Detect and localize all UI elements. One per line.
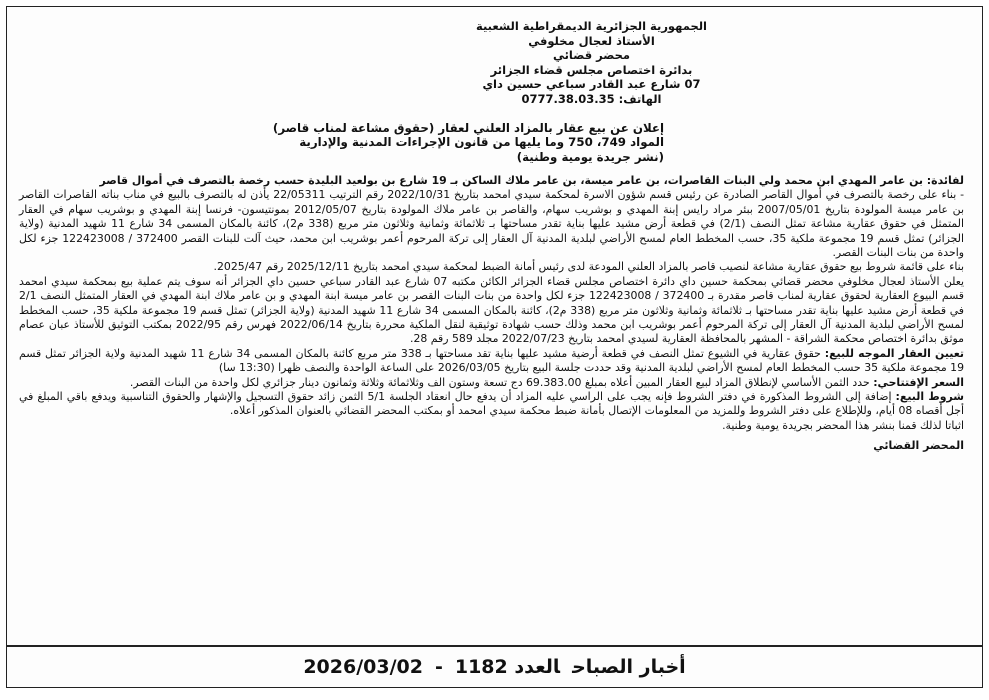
republic-line: الجمهورية الجزائرية الديمقراطية الشعبية [475, 19, 707, 33]
announcement-publication: (نشر جريدة يومية وطنية) [516, 150, 664, 165]
bailiff-name: الأستاذ لعجال مخلوفي [528, 33, 655, 48]
notice-header [219, 19, 964, 107]
sale-conditions-paragraph [19, 390, 964, 419]
bailiff-title: محضر قضائي [552, 48, 631, 63]
opening-price-text: حدد الثمن الأساسي لإنطلاق المزاد لبيع العقار المبين أعلاه بمبلغ 69.383.00 دج تسعة وستون الف وثلاثمائة وثلاثة وثمانون دينار جزائري لكل واحدة من البنات القصر. [129, 375, 870, 389]
notice-body [19, 174, 964, 433]
property-designation-paragraph [19, 347, 964, 376]
issue-number: العدد 1182 [454, 656, 561, 678]
beneficiary-paragraph: لفائدة: بن عامر المهدي ابن محمد ولي البنات القاصرات، بن عامر ميسة، بن عامر ملاك الساكن بـ 19 شارع بن بولعيد البليدة حسب رخصة بالتصرف في أموال قاصر [99, 173, 964, 187]
announcement-title: إعلان عن بيع عقار بالمزاد العلني لعقار (حقوق مشاعة لمناب قاصر) [272, 120, 664, 135]
opening-price-label: السعر الإفتتاحي: [873, 375, 964, 389]
bailiff-signature: المحضر القضائي [873, 439, 964, 453]
jurisdiction-line: بدائرة اختصاص مجلس قضاء الجزائر [490, 62, 693, 77]
sale-conditions-label: شروط البيع: [895, 390, 964, 404]
conditions-list-paragraph: بناء على قائمة شروط بيع حقوق عقارية مشاعة لنصيب قاصر بالمزاد العلني المودعة لدى رئيس أمانة الضبط لمحكمة سيدي امحمد بتاريخ 2025/12/11 رقم 2025/47. [213, 260, 964, 274]
phone-number: 0777.38.03.35 [521, 91, 615, 106]
opening-price-paragraph [19, 376, 964, 390]
newspaper-footer [7, 645, 982, 687]
legal-notice-page [6, 6, 983, 688]
issue-date: 2026/03/02 [303, 656, 423, 678]
phone-label: الهاتف: [618, 91, 662, 106]
sale-conditions-text: إضافة إلى الشروط المذكورة في دفتر الشروط فإنه يجب على الراسي عليه المزاد أن يدفع حال انعقاد الجلسة 5/1 الثمن زائد حقوق التسجيل والإشهار والحقوق التناسبية ويدفع باقي المبلغ في أجل أقصاه 08 أيام، وللإطلاع على دفتر الشروط وللمزيد من المعلومات الإتصال بأمانة ضبط محكمة سيدي امحمد أو بمكتب المحضر القضائي بالعنوان المذكور أعلاه. [19, 390, 964, 418]
sale-announcement-paragraph: يعلن الأستاذ لعجال مخلوفي محضر قضائي بمحكمة حسين داي دائرة اختصاص مجلس قضاء الجزائر الكائن مكتبه 07 شارع عبد القادر سباعي حسين داي الجزائر أنه سوف يتم عملية بيع بمحكمة سيدي امحمد قسم البيوع العقارية لحقوق عقارية لمناب قاصر مقدرة بـ 372400 / 122423008 جزء لكل واحدة من بنات البنات القصر بن عامر ميسة ابنة المهدي و بن عامر ملاك ابنة المهدي في العقار المتمثل النصف 2/1 في قطعة أرض مشيد عليها بناية تقدر مساحتها بـ ثلاثمائة وثمانية وثلاثون متر مربع (338 م2)، كائنة بالمكان المسمى 34 شارع 11 شهيد المدنية (ولاية الجزائر) تمثل قسم 19 مجموعة ملكية 35، حسب المخطط لمسح الأراضي لبلدية المدنية آل العقار إلى تركة المرحوم أعمر بوشريب ابن محمد وذلك حسب شهادة توثيقية لنقل الملكية محررة بتاريخ 2022/06/14 فهرس رقم 2022/95 بمكتب التوثيق للأستاذ عبان عصام موثق بدائرة اختصاص محكمة الشراقة - المشهر بالمحافظة العقارية لسيدي امحمد بتاريخ 2022/07/23 مجلد 589 رقم 28. [19, 274, 965, 346]
office-address: 07 شارع عبد القادر سباعي حسين داي [482, 77, 701, 92]
footer-dash: - [434, 656, 443, 678]
newspaper-name: أخبار الصباح [572, 656, 686, 678]
publication-proof-paragraph: اثباتا لذلك قمنا بنشر هذا المحضر بجريدة يومية وطنية. [722, 418, 964, 432]
phone-line [219, 92, 964, 107]
authorization-paragraph: - بناء على رخصة بالتصرف في أموال القاصر الصادرة عن رئيس قسم شؤون الاسرة لمحكمة سيدي امحمد بتاريخ 2022/10/31 رقم الترتيب 22/05311 يأذن له بالتصرف بالبيع في مناب بناته القاصرات القاصر بن عامر ميسة المولودة بتاريخ 2007/05/01 ببئر مراد رايس إبنة المهدي و بوشريب سهام، والقاصر بن عامر ملاك المولودة بتاريخ 2012/05/07 بمونتيسون- فرنسا إبنة المهدي و بوشريب سهام في العقار المتمثل في حقوق عقارية مشاعة تمثل النصف (2/1) في قطعة أرض مشيد عليها بناية تقدر مساحتها بـ ثلاثمائة وثمانية وثلاثون متر مربع (338 م2)، كائنة بالمكان المسمى 34 شارع 11 شهيد المدنية (ولاية الجزائر) تمثل قسم 19 مجموعة ملكية 35، حسب المخطط العام لمسح الأراضي لبلدية المدنية آل العقار إلى تركة المرحوم أعمر بوشريب ابن محمد، حيث آلت للبنات القصر 372400 / 122423008 جزء لكل واحدة من بنات البنات القصر. [19, 188, 964, 259]
property-designation-text: حقوق عقارية في الشيوع تمثل النصف في قطعة أرضية مشيد عليها بناية تقد مساحتها بـ 338 متر مربع كائنة بالمكان المسمى 34 شارع 11 شهيد المدنية ولاية الجزائر تمثل قسم 19 مجموعة ملكية 35 حسب المخطط العام لمسح الأراضي لبلدية المدنية وقد حددت جلسة البيع بتاريخ 2026/03/05 على الساعة الواحدة والنصف ظهرا (13:30 سا) [19, 346, 964, 375]
notice-document [7, 7, 982, 454]
announcement-articles: المواد 749، 750 وما يليها من قانون الإجراءات المدنية والإدارية [299, 135, 664, 150]
announcement-title-block [19, 121, 964, 165]
property-designation-label: تعيين العقار الموجه للبيع: [824, 346, 964, 360]
